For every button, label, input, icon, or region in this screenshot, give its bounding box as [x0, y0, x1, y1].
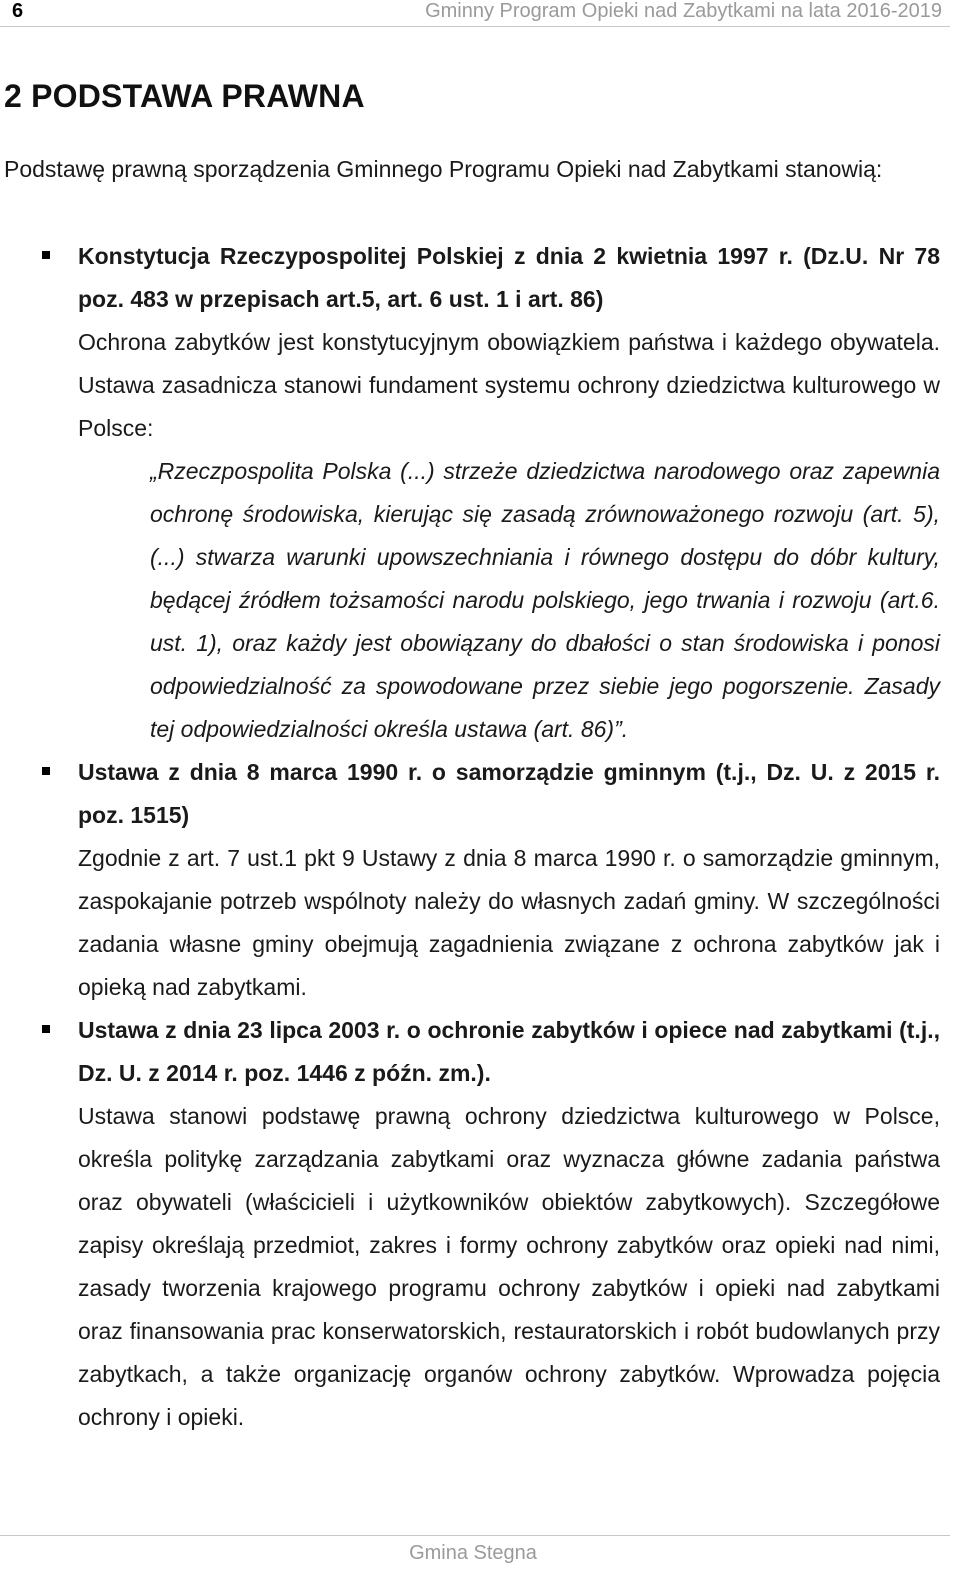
list-item-body: Zgodnie z art. 7 ust.1 pkt 9 Ustawy z dnia 8 marca 1990 r. o samorządzie gminnym, zaspokajanie potrzeb wspólnoty należy do własnych zadań gminy. W szczególności zadania własne gminy obejmują zagadnienia związane z ochrona zabytków jak i opieką nad zabytkami. — [78, 845, 940, 1000]
list-item-body: Ustawa stanowi podstawę prawną ochrony dziedzictwa kulturowego w Polsce, określa politykę zarządzania zabytkami oraz wyznacza główne zadania państwa oraz obywateli (właścicieli i użytkowników obiektów zabytkowych). Szczegółowe zapisy określają przedmiot, zakres i formy ochrony zabytków oraz opieki nad nimi, zasady tworzenia krajowego programu ochrony zabytków i opieki nad zabytkami oraz finansowania prac konserwatorskich, restauratorskich i robót budowlanych przy zabytkach, a także organizację organów ochrony zabytków. Wprowadza pojęcia ochrony i opieki. — [78, 1103, 940, 1430]
bullet-icon — [42, 767, 50, 775]
list-item-body: Ochrona zabytków jest konstytucyjnym obowiązkiem państwa i każdego obywatela. Ustawa zasadnicza stanowi fundament systemu ochrony dziedzictwa kulturowego w Polsce: — [78, 329, 940, 441]
footer-divider — [0, 1535, 950, 1536]
page-header — [0, 0, 950, 27]
footer-text: Gmina Stegna — [409, 1542, 537, 1564]
intro-paragraph: Podstawę prawną sporządzenia Gminnego Programu Opieki nad Zabytkami stanowią: — [4, 156, 883, 182]
section-title: 2 PODSTAWA PRAWNA — [4, 78, 365, 114]
bullet-icon — [42, 1025, 50, 1033]
bullet-icon — [42, 251, 50, 259]
list-item-heading: Ustawa z dnia 23 lipca 2003 r. o ochronie zabytków i opiece nad zabytkami (t.j., Dz. U. z 2014 r. poz. 1446 z późn. zm.). — [78, 1017, 940, 1086]
list-item-heading: Ustawa z dnia 8 marca 1990 r. o samorządzie gminnym (t.j., Dz. U. z 2015 r. poz. 1515) — [78, 759, 940, 828]
constitution-quote: „Rzeczpospolita Polska (...) strzeże dziedzictwa narodowego oraz zapewnia ochronę środowiska, kierując się zasadą zrównoważonego rozwoju (art. 5), (...) stwarza warunki upowszechniania i równego dostępu do dóbr kultury, będącej źródłem tożsamości narodu polskiego, jego trwania i rozwoju (art.6. ust. 1), oraz każdy jest obowiązany do dbałości o stan środowiska i ponosi odpowiedzialność za spowodowane przez siebie jego pogorszenie. Zasady tej odpowiedzialności określa ustawa (art. 86)”. — [150, 458, 940, 742]
document-body — [0, 148, 940, 1439]
list-item-municipal-act — [78, 751, 940, 1009]
list-item-heading: Konstytucja Rzeczypospolitej Polskiej z dnia 2 kwietnia 1997 r. (Dz.U. Nr 78 poz. 483 w przepisach art.5, art. 6 ust. 1 i art. 86) — [78, 243, 940, 312]
list-item-monuments-act — [78, 1009, 940, 1439]
list-item-constitution — [78, 235, 940, 450]
page-number: 6 — [12, 0, 24, 22]
running-title: Gminny Program Opieki nad Zabytkami na lata 2016-2019 — [425, 0, 942, 22]
